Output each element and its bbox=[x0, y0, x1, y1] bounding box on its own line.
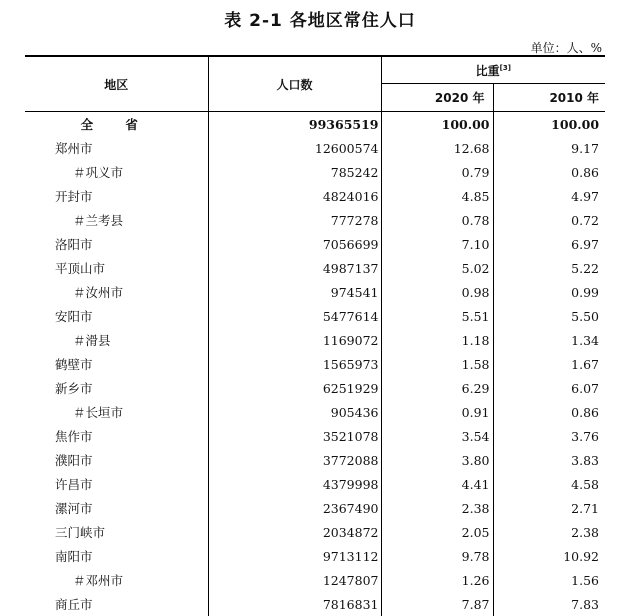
ratio-2010-cell: 100.00 bbox=[493, 112, 605, 137]
table-row bbox=[25, 184, 605, 208]
region-cell: 三门峡市 bbox=[25, 520, 208, 544]
population-cell: 5477614 bbox=[208, 304, 381, 328]
ratio-2010-cell: 5.22 bbox=[493, 256, 605, 280]
table-row bbox=[25, 376, 605, 400]
ratio-2010-cell: 5.50 bbox=[493, 304, 605, 328]
region-cell: 濮阳市 bbox=[25, 448, 208, 472]
ratio-2020-cell: 2.05 bbox=[381, 520, 493, 544]
ratio-2020-cell: 1.58 bbox=[381, 352, 493, 376]
table-row bbox=[25, 448, 605, 472]
region-cell: 全 省 bbox=[25, 112, 208, 137]
population-cell: 1565973 bbox=[208, 352, 381, 376]
region-cell: 漯河市 bbox=[25, 496, 208, 520]
ratio-2020-cell: 5.51 bbox=[381, 304, 493, 328]
table-row bbox=[25, 328, 605, 352]
ratio-2010-cell: 9.17 bbox=[493, 136, 605, 160]
unit-label: 单位：人、% bbox=[531, 39, 602, 56]
region-cell: ＃汝州市 bbox=[25, 280, 208, 304]
region-cell: 许昌市 bbox=[25, 472, 208, 496]
table-row bbox=[25, 568, 605, 592]
table-row bbox=[25, 304, 605, 328]
header-ratio-label: 比重 bbox=[476, 64, 500, 78]
table-row bbox=[25, 592, 605, 616]
ratio-2020-cell: 2.38 bbox=[381, 496, 493, 520]
ratio-2010-cell: 0.86 bbox=[493, 160, 605, 184]
region-cell: 新乡市 bbox=[25, 376, 208, 400]
header-ratio bbox=[381, 56, 605, 84]
ratio-2020-cell: 1.18 bbox=[381, 328, 493, 352]
ratio-2020-cell: 0.79 bbox=[381, 160, 493, 184]
region-cell: 郑州市 bbox=[25, 136, 208, 160]
ratio-2010-cell: 10.92 bbox=[493, 544, 605, 568]
region-cell: ＃兰考县 bbox=[25, 208, 208, 232]
table-row bbox=[25, 472, 605, 496]
table-row bbox=[25, 424, 605, 448]
ratio-2020-cell: 7.10 bbox=[381, 232, 493, 256]
population-cell: 6251929 bbox=[208, 376, 381, 400]
population-cell: 974541 bbox=[208, 280, 381, 304]
region-cell: 平顶山市 bbox=[25, 256, 208, 280]
ratio-2020-cell: 1.26 bbox=[381, 568, 493, 592]
population-cell: 785242 bbox=[208, 160, 381, 184]
population-cell: 4379998 bbox=[208, 472, 381, 496]
header-year-2020: 2020 年 bbox=[381, 84, 493, 112]
ratio-2010-cell: 7.83 bbox=[493, 592, 605, 616]
ratio-2010-cell: 6.97 bbox=[493, 232, 605, 256]
region-cell: 洛阳市 bbox=[25, 232, 208, 256]
ratio-2010-cell: 2.38 bbox=[493, 520, 605, 544]
region-cell: 商丘市 bbox=[25, 592, 208, 616]
population-cell: 3772088 bbox=[208, 448, 381, 472]
ratio-2010-cell: 3.76 bbox=[493, 424, 605, 448]
table-row bbox=[25, 400, 605, 424]
header-year-2010: 2010 年 bbox=[493, 84, 605, 112]
population-cell: 2034872 bbox=[208, 520, 381, 544]
ratio-2010-cell: 3.83 bbox=[493, 448, 605, 472]
ratio-2010-cell: 2.71 bbox=[493, 496, 605, 520]
ratio-2020-cell: 0.78 bbox=[381, 208, 493, 232]
table-row bbox=[25, 112, 605, 137]
population-cell: 4824016 bbox=[208, 184, 381, 208]
region-cell: ＃巩义市 bbox=[25, 160, 208, 184]
ratio-2020-cell: 6.29 bbox=[381, 376, 493, 400]
table-title: 表 2-1 各地区常住人口 bbox=[0, 6, 640, 31]
table-body bbox=[25, 112, 605, 616]
table-row bbox=[25, 496, 605, 520]
population-cell: 1169072 bbox=[208, 328, 381, 352]
ratio-2020-cell: 7.87 bbox=[381, 592, 493, 616]
population-table bbox=[25, 55, 605, 616]
region-cell: 开封市 bbox=[25, 184, 208, 208]
header-population: 人口数 bbox=[208, 56, 381, 112]
ratio-2020-cell: 3.54 bbox=[381, 424, 493, 448]
population-cell: 4987137 bbox=[208, 256, 381, 280]
table-row bbox=[25, 280, 605, 304]
ratio-2010-cell: 0.72 bbox=[493, 208, 605, 232]
population-cell: 7056699 bbox=[208, 232, 381, 256]
population-cell: 7816831 bbox=[208, 592, 381, 616]
table-row bbox=[25, 352, 605, 376]
table-row bbox=[25, 256, 605, 280]
ratio-2020-cell: 3.80 bbox=[381, 448, 493, 472]
region-cell: 鹤壁市 bbox=[25, 352, 208, 376]
table-row bbox=[25, 208, 605, 232]
population-cell: 777278 bbox=[208, 208, 381, 232]
ratio-2020-cell: 5.02 bbox=[381, 256, 493, 280]
ratio-2010-cell: 4.97 bbox=[493, 184, 605, 208]
population-cell: 3521078 bbox=[208, 424, 381, 448]
population-cell: 1247807 bbox=[208, 568, 381, 592]
table-row bbox=[25, 520, 605, 544]
population-cell: 9713112 bbox=[208, 544, 381, 568]
population-cell: 12600574 bbox=[208, 136, 381, 160]
region-cell: ＃长垣市 bbox=[25, 400, 208, 424]
ratio-2010-cell: 1.67 bbox=[493, 352, 605, 376]
population-cell: 2367490 bbox=[208, 496, 381, 520]
ratio-2010-cell: 4.58 bbox=[493, 472, 605, 496]
region-cell: ＃邓州市 bbox=[25, 568, 208, 592]
table-row bbox=[25, 544, 605, 568]
ratio-2010-cell: 1.56 bbox=[493, 568, 605, 592]
ratio-2020-cell: 12.68 bbox=[381, 136, 493, 160]
ratio-2010-cell: 0.86 bbox=[493, 400, 605, 424]
region-cell: 焦作市 bbox=[25, 424, 208, 448]
region-cell: ＃滑县 bbox=[25, 328, 208, 352]
population-cell: 905436 bbox=[208, 400, 381, 424]
region-cell: 南阳市 bbox=[25, 544, 208, 568]
ratio-2020-cell: 9.78 bbox=[381, 544, 493, 568]
ratio-2010-cell: 6.07 bbox=[493, 376, 605, 400]
ratio-2020-cell: 4.41 bbox=[381, 472, 493, 496]
population-cell: 99365519 bbox=[208, 112, 381, 137]
ratio-2020-cell: 4.85 bbox=[381, 184, 493, 208]
table-row bbox=[25, 136, 605, 160]
header-region: 地区 bbox=[25, 56, 208, 112]
ratio-2010-cell: 0.99 bbox=[493, 280, 605, 304]
ratio-2020-cell: 0.98 bbox=[381, 280, 493, 304]
table-row bbox=[25, 232, 605, 256]
region-cell: 安阳市 bbox=[25, 304, 208, 328]
ratio-2010-cell: 1.34 bbox=[493, 328, 605, 352]
table-row bbox=[25, 160, 605, 184]
ratio-2020-cell: 100.00 bbox=[381, 112, 493, 137]
header-ratio-note: [3] bbox=[500, 64, 511, 72]
ratio-2020-cell: 0.91 bbox=[381, 400, 493, 424]
